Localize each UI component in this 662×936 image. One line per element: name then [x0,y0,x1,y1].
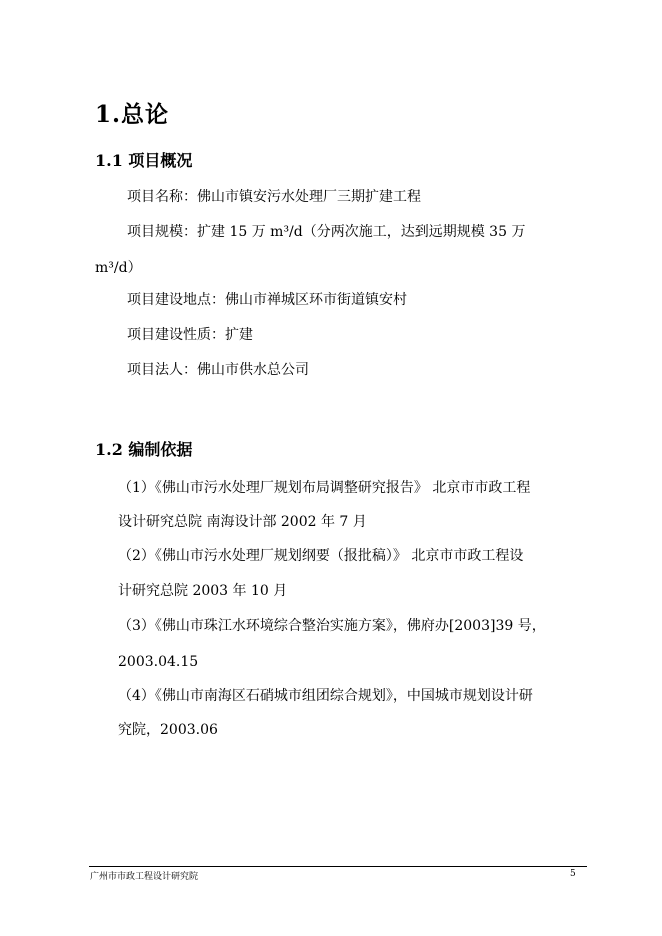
basis-item-3: （3）《佛山市珠江水环境综合整治实施方案》，佛府办[2003]39 号， [118,618,546,634]
footer-divider [89,866,587,867]
basis-item-1-cont: 设计研究总院 南海设计部 2002 年 7 月 [118,514,367,530]
basis-item-2: （2）《佛山市污水处理厂规划纲要（报批稿）》 北京市市政工程设 [118,548,524,564]
footer-organization: 广州市市政工程设计研究院 [90,872,199,882]
section-heading-overview: 1.1 项目概况 [95,151,193,170]
basis-item-1: （1）《佛山市污水处理厂规划布局调整研究报告》 北京市市政工程 [118,480,531,496]
basis-item-4: （4）《佛山市南海区石硝城市组团综合规划》，中国城市规划设计研 [118,688,533,704]
basis-item-4-cont: 究院，2003.06 [118,722,218,738]
project-name-line: 项目名称：佛山市镇安污水处理厂三期扩建工程 [127,189,421,205]
project-location-line: 项目建设地点：佛山市禅城区环市街道镇安村 [127,292,407,308]
project-legal-person-line: 项目法人：佛山市供水总公司 [127,362,309,378]
basis-item-3-cont: 2003.04.15 [118,654,199,670]
project-scale-line: 项目规模：扩建 15 万 m³/d（分两次施工，达到远期规模 35 万 [127,224,526,240]
page-number: 5 [570,869,576,879]
project-nature-line: 项目建设性质：扩建 [127,327,253,343]
chapter-title: 1.总论 [95,101,170,128]
basis-item-2-cont: 计研究总院 2003 年 10 月 [118,583,288,599]
project-scale-line-cont: m³/d） [95,260,142,276]
section-heading-basis: 1.2 编制依据 [95,440,193,459]
